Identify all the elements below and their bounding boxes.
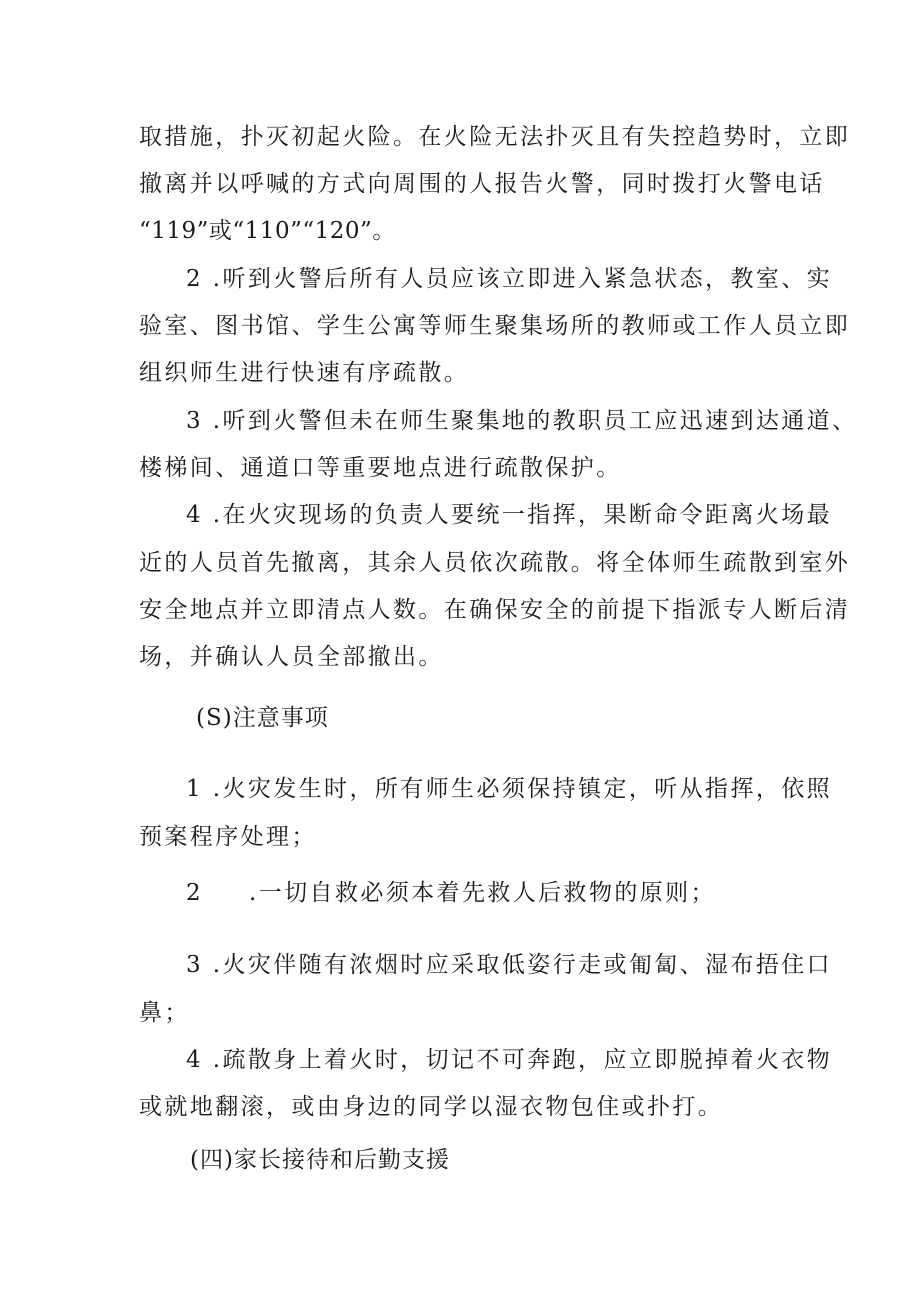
text-line: 2 .听到火警后所有人员应该立即进入紧急状态，教室、实 bbox=[186, 266, 833, 292]
text-line: 撤离并以呼喊的方式向周围的人报告火警，同时拨打火警电话 bbox=[139, 171, 825, 197]
text-line: 预案程序处理； bbox=[139, 824, 317, 850]
text-line: 3 .火灾伴随有浓烟时应采取低姿行走或匍匐、湿布捂住口 bbox=[186, 952, 833, 978]
text-line: 4 .疏散身上着火时，切记不可奔跑，应立即脱掉着火衣物 bbox=[186, 1047, 833, 1073]
text-line: 3 .听到火警但未在师生聚集地的教职员工应迅速到达通道、 bbox=[186, 408, 858, 434]
text-line: 场，并确认人员全部撤出。 bbox=[139, 644, 444, 670]
text-line bbox=[186, 878, 716, 908]
text-line: 鼻； bbox=[139, 1000, 190, 1026]
text-line: 4 .在火灾现场的负责人要统一指挥，果断命令距离火场最 bbox=[186, 502, 833, 528]
text-line: 1 .火灾发生时，所有师生必须保持镇定，听从指挥，依照 bbox=[186, 776, 833, 802]
text-line: 楼梯间、通道口等重要地点进行疏散保护。 bbox=[139, 455, 622, 481]
item-number: 2 bbox=[186, 880, 204, 906]
text-line: 近的人员首先撤离，其余人员依次疏散。将全体师生疏散到室外 bbox=[139, 550, 851, 576]
text-line: 或就地翻滚，或由身边的同学以湿衣物包住或扑打。 bbox=[139, 1094, 724, 1120]
text-line: 组织师生进行快速有序疏散。 bbox=[139, 360, 470, 386]
text-line: 取措施，扑灭初起火险。在火险无法扑灭且有失控趋势时，立即 bbox=[139, 124, 851, 150]
section-heading: (S)注意事项 bbox=[196, 705, 329, 731]
text-line: “119”或“110”“120”。 bbox=[139, 218, 396, 244]
text-line: 安全地点并立即清点人数。在确保安全的前提下指派专人断后清 bbox=[139, 597, 851, 623]
item-text: .一切自救必须本着先救人后救物的原则； bbox=[249, 880, 716, 906]
text-line: 验室、图书馆、学生公寓等师生聚集场所的教师或工作人员立即 bbox=[139, 313, 851, 339]
section-heading: (四)家长接待和后勤支援 bbox=[190, 1147, 450, 1173]
